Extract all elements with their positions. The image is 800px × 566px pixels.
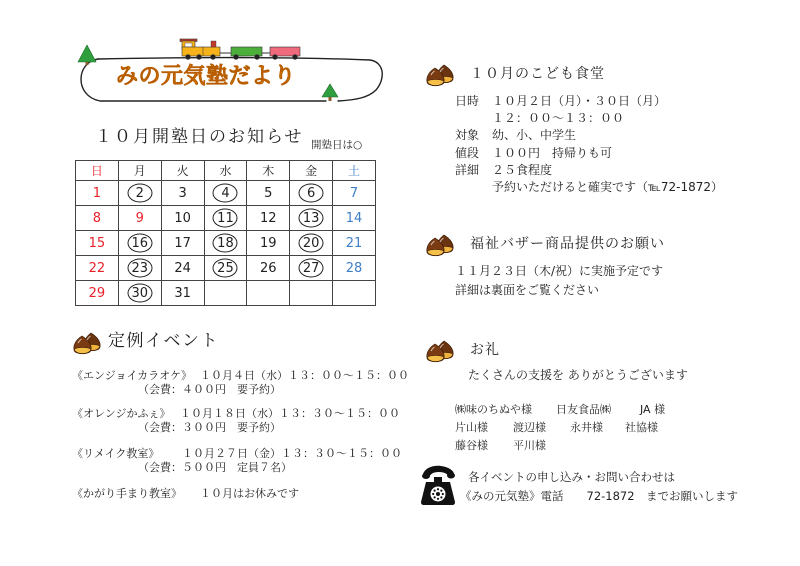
open-day-circle: [127, 234, 152, 253]
day-number: 31: [174, 285, 191, 301]
day-number: 19: [260, 235, 277, 251]
day-number: 25: [217, 260, 234, 276]
day-number: 6: [307, 185, 316, 201]
day-number: 21: [345, 235, 363, 251]
calendar-body: [76, 161, 376, 306]
calendar-day-cell: [161, 281, 204, 306]
donor-name: JA 様: [640, 403, 666, 416]
tree-left-icon: [78, 45, 96, 65]
calendar-day-cell: [161, 256, 204, 281]
open-day-circle: [299, 259, 324, 278]
calendar-day-cell: [204, 231, 247, 256]
event-name: 《かがり手まり教室》: [72, 487, 182, 500]
day-number: 20: [302, 235, 320, 251]
event-fee: （会費：４００円 要予約）: [138, 383, 281, 396]
calendar-day-cell: [118, 206, 161, 231]
day-number: 23: [131, 260, 149, 276]
open-day-circle: [213, 234, 238, 253]
calendar-empty-cell: [247, 281, 290, 306]
calendar-week-row: [76, 206, 376, 231]
open-day-circle: [299, 234, 324, 253]
calendar-title: １０月開塾日のお知らせ: [95, 127, 304, 147]
calendar-week-row: [76, 256, 376, 281]
event-schedule: １０月１８日（水）１３：３０～１５：００: [180, 407, 400, 420]
day-number: 30: [131, 285, 149, 301]
detail-label-target: 対象: [455, 128, 480, 142]
contact-intro-line: 各イベントの申し込み・お問い合わせは: [468, 470, 675, 484]
detail-value-price: １００円 持帰りも可: [492, 146, 613, 160]
day-number: 7: [349, 185, 359, 201]
day-number: 17: [174, 235, 191, 251]
calendar-day-cell: [290, 181, 333, 206]
day-number: 24: [174, 260, 191, 276]
weekday-header-sun: 日: [76, 161, 119, 181]
thanks-heading: お礼: [470, 342, 500, 358]
day-number: 15: [88, 235, 106, 251]
detail-value-date: １０月２日（月）・３０日（月）: [492, 94, 667, 108]
day-number: 11: [217, 210, 234, 226]
calendar-day-cell: [333, 256, 376, 281]
calendar-day-cell: [247, 181, 290, 206]
open-day-circle: [213, 259, 238, 278]
event-fee: （会費：５００円 定員７名）: [138, 461, 292, 474]
calendar-day-cell: [247, 256, 290, 281]
contact-phone-line: 《みの元気塾》電話 72-1872 までお願いします: [460, 489, 739, 503]
donor-name: 片山様: [455, 421, 488, 434]
calendar-day-cell: [247, 206, 290, 231]
day-number: 27: [302, 260, 320, 276]
day-number: 2: [135, 185, 144, 201]
train-engine: [180, 39, 220, 59]
calendar-empty-cell: [290, 281, 333, 306]
day-number: 4: [221, 185, 230, 201]
day-number: 8: [92, 210, 102, 226]
calendar-day-cell: [204, 206, 247, 231]
calendar-day-cell: [118, 281, 161, 306]
calendar-week-row: [76, 231, 376, 256]
weekday-header-wed: 水: [204, 161, 247, 181]
open-day-circle: [213, 184, 238, 203]
tree-right-icon: [322, 84, 338, 101]
calendar-day-cell: [76, 231, 119, 256]
calendar-day-cell: [118, 181, 161, 206]
event-name: 《オレンジかふぇ》: [72, 407, 171, 420]
donor-name: 渡辺様: [513, 421, 546, 434]
detail-label-datetime: 日時: [455, 94, 480, 108]
open-day-circle: [213, 209, 238, 228]
donor-name: ㈱味のちぬや様: [455, 403, 532, 416]
chestnut-icon: [425, 62, 455, 88]
telephone-icon: [419, 464, 457, 506]
event-schedule: １０月はお休みです: [200, 487, 299, 500]
detail-label-price: 値段: [455, 146, 480, 160]
calendar-day-cell: [333, 181, 376, 206]
detail-value-time: １２：００～１３：００: [492, 111, 625, 125]
calendar-weekday-row: [76, 161, 376, 181]
chestnut-icon: [72, 330, 102, 356]
detail-value-target: 幼、小、中学生: [492, 128, 577, 142]
day-number: 26: [260, 260, 277, 276]
open-day-circle: [127, 184, 152, 203]
calendar-week-row: [76, 181, 376, 206]
event-fee: （会費：３００円 要予約）: [138, 421, 281, 434]
calendar-empty-cell: [333, 281, 376, 306]
weekday-header-mon: 月: [118, 161, 161, 181]
detail-value-details: ２５食程度: [492, 163, 553, 177]
calendar-day-cell: [161, 206, 204, 231]
day-number: 3: [178, 185, 187, 201]
weekday-header-tue: 火: [161, 161, 204, 181]
donor-name: 日友食品㈱: [556, 403, 611, 416]
detail-label-details: 詳細: [455, 163, 480, 177]
newsletter-title: みの元気塾だより: [116, 64, 297, 89]
day-number: 13: [302, 210, 320, 226]
day-number: 29: [88, 285, 106, 301]
calendar-day-cell: [333, 206, 376, 231]
calendar-legend-note: 開塾日は○: [311, 139, 363, 151]
open-day-circle: [299, 184, 324, 203]
opening-days-calendar: [75, 160, 376, 306]
calendar-day-cell: [118, 256, 161, 281]
day-number: 28: [345, 260, 363, 276]
detail-value-reservation: 予約いただけると確実です（℡72-1872）: [492, 180, 724, 194]
thanks-message: たくさんの支援を ありがとうございます: [468, 368, 688, 382]
day-number: 16: [131, 235, 149, 251]
calendar-day-cell: [118, 231, 161, 256]
day-number: 10: [174, 210, 191, 226]
calendar-day-cell: [76, 206, 119, 231]
bazaar-date-line: １１月２３日（木/祝）に実施予定です: [455, 264, 664, 278]
event-name: 《エンジョイカラオケ》: [72, 369, 192, 382]
day-number: 14: [345, 210, 363, 226]
calendar-day-cell: [247, 231, 290, 256]
day-number: 1: [92, 185, 102, 201]
calendar-day-cell: [76, 256, 119, 281]
calendar-day-cell: [161, 231, 204, 256]
donor-name: 永井様: [570, 421, 603, 434]
day-number: 22: [88, 260, 106, 276]
calendar-day-cell: [333, 231, 376, 256]
day-number: 12: [260, 210, 277, 226]
regular-events-heading: 定例イベント: [108, 331, 219, 351]
calendar-day-cell: [161, 181, 204, 206]
weekday-header-thu: 木: [247, 161, 290, 181]
calendar-day-cell: [290, 206, 333, 231]
calendar-day-cell: [204, 256, 247, 281]
open-day-circle: [127, 284, 152, 303]
weekday-header-fri: 金: [290, 161, 333, 181]
kodomo-shokudo-heading: １０月のこども食堂: [470, 66, 605, 82]
calendar-day-cell: [290, 231, 333, 256]
calendar-day-cell: [76, 281, 119, 306]
donor-name: 平川様: [513, 439, 546, 452]
event-schedule: １０月４日（水）１３：００～１５：００: [200, 369, 409, 382]
donor-name: 藤谷様: [455, 439, 488, 452]
open-day-circle: [299, 209, 324, 228]
event-schedule: １０月２７日（金）１３：３０～１５：００: [182, 447, 402, 460]
event-name: 《リメイク教室》: [72, 447, 160, 460]
weekday-header-sat: 土: [333, 161, 376, 181]
day-number: 5: [264, 185, 273, 201]
calendar-day-cell: [204, 181, 247, 206]
day-number: 9: [135, 210, 144, 226]
bazaar-heading: 福祉バザー商品提供のお願い: [470, 236, 665, 252]
calendar-day-cell: [290, 256, 333, 281]
day-number: 18: [217, 235, 234, 251]
chestnut-icon: [425, 232, 455, 258]
calendar-week-row: [76, 281, 376, 306]
chestnut-icon: [425, 338, 455, 364]
bazaar-detail-line: 詳細は裏面をご覧ください: [455, 283, 600, 297]
calendar-empty-cell: [204, 281, 247, 306]
open-day-circle: [127, 259, 152, 278]
calendar-day-cell: [76, 181, 119, 206]
donor-name: 社協様: [625, 421, 658, 434]
